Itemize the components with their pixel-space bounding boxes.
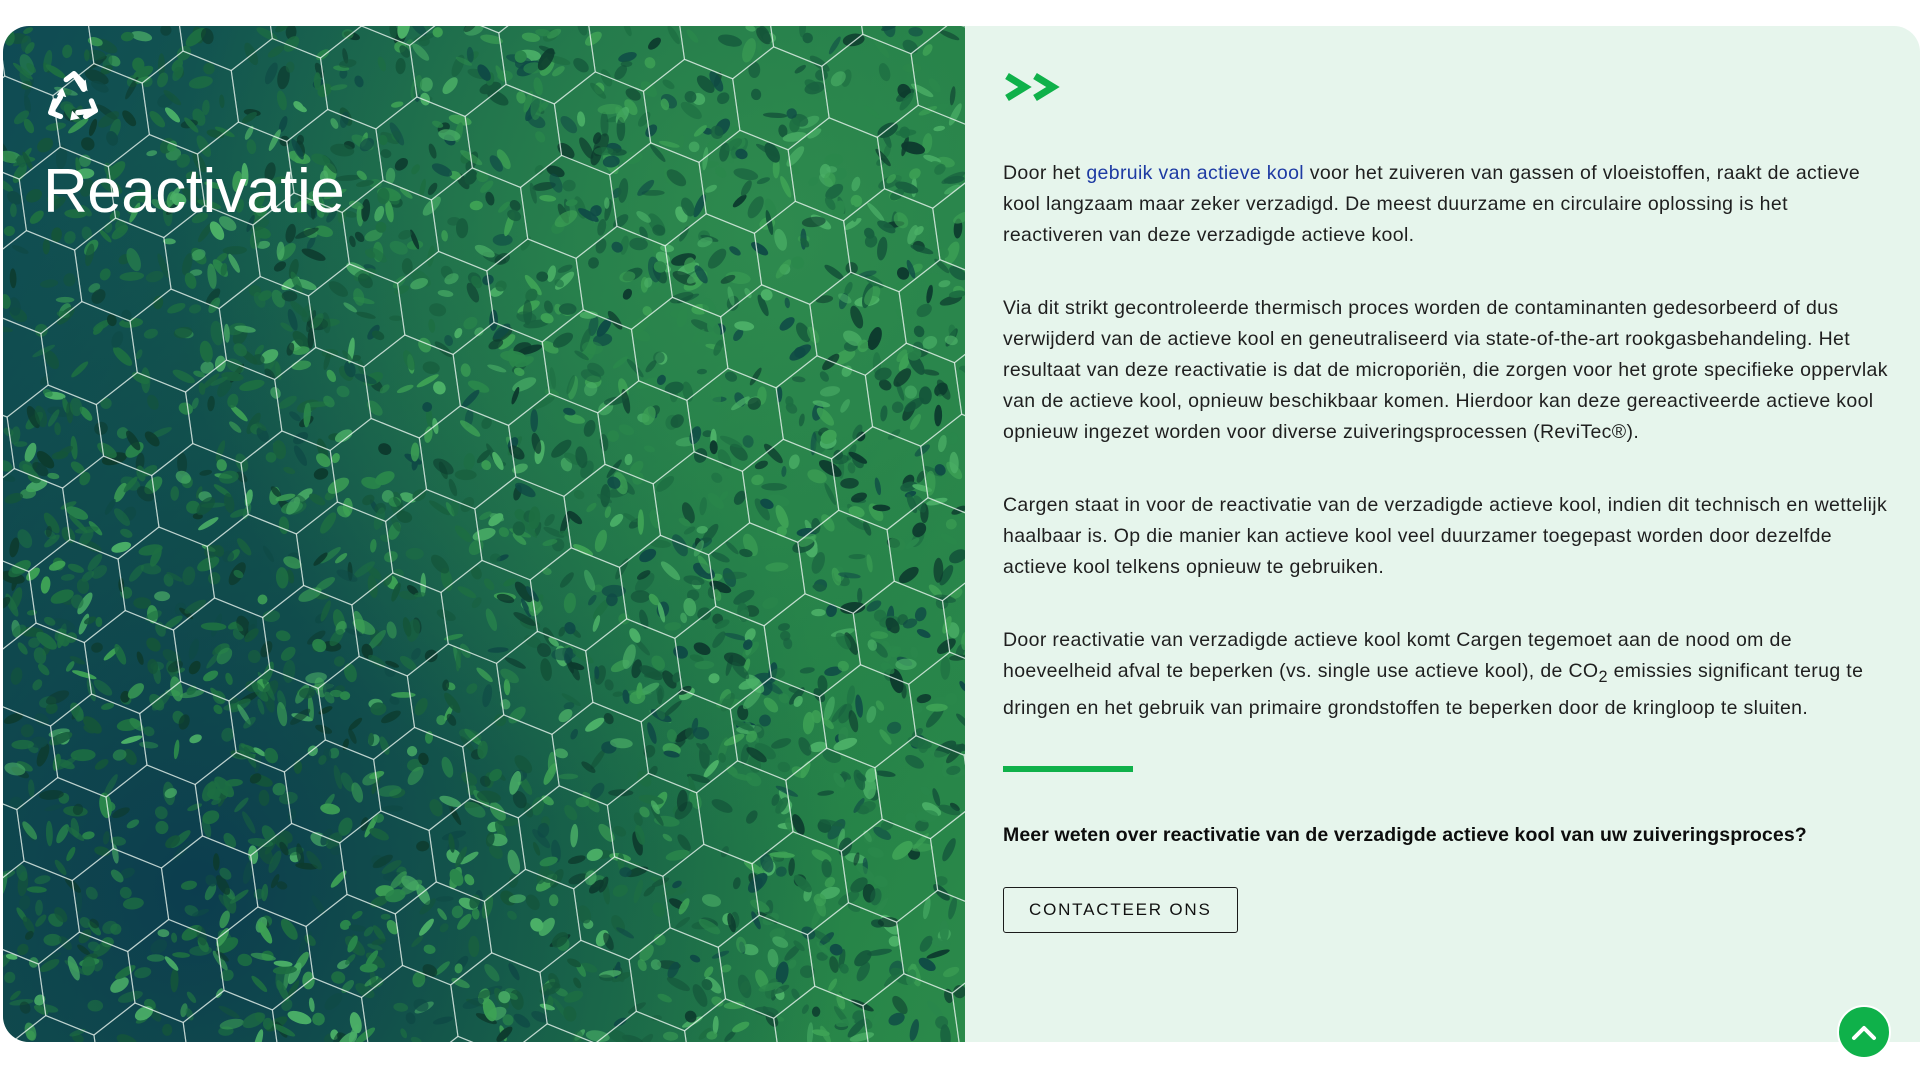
hero-image-panel [3, 26, 965, 1042]
recycle-icon [43, 68, 105, 130]
reactivatie-section [3, 26, 1920, 1042]
content-panel [965, 26, 1920, 1042]
sustainability-paragraph: Door reactivatie van verzadigde actieve kool komt Cargen tegemoet aan de nood om de hoeveelheid afval te beperken (vs. single use actieve kool), de $CO_2$ emissies significant terug te dringen en het gebruik van primaire grondstoffen te beperken door de kringloop te sluiten. [1003, 629, 1864, 719]
accent-divider [1003, 766, 1133, 772]
cargen-paragraph: Cargen staat in voor de reactivatie van de verzadigde actieve kool, indien dit technisch en wettelijk haalbaar is. Op die manier kan actieve kool veel duurzamer toegepast worden door dezelfde actieve kool telkens opnieuw te gebruiken. [1003, 494, 1888, 578]
activated-carbon-link[interactable]: gebruik van actieve kool [1086, 162, 1304, 184]
contact-button[interactable]: CONTACTEER ONS [1003, 887, 1238, 933]
page-title: Reactivatie [43, 157, 345, 226]
cta-question: Meer weten over reactivatie van de verzadigde actieve kool van uw zuiveringsproces? [1003, 823, 1807, 846]
intro-paragraph: Door het gebruik van actieve kool voor het zuiveren van gassen of vloeistoffen, raakt de actieve kool langzaam maar zeker verzadigd. De meest duurzame en circulaire oplossing is het reactiveren van deze verzadigde actieve kool. [1003, 162, 1861, 246]
process-paragraph: Via dit strikt gecontroleerde thermisch proces worden de contaminanten gedesorbeerd of dus verwijderd van de actieve kool en geneutraliseerd via state-of-the-art rookgasbehandeling. Het resultaat van deze reactivatie is dat de microporiën, die zorgen voor het grote specifieke oppervlak van de actieve kool, opnieuw beschikbaar komen. Hierdoor kan deze gereactiveerde actieve kool opnieuw ingezet worden voor diverse zuiveringsprocessen (ReviTec®). [1003, 297, 1888, 443]
scroll-to-top-button[interactable] [1837, 1005, 1891, 1059]
chevron-up-icon [1851, 1023, 1877, 1041]
double-chevron-right-icon [1003, 60, 1073, 114]
